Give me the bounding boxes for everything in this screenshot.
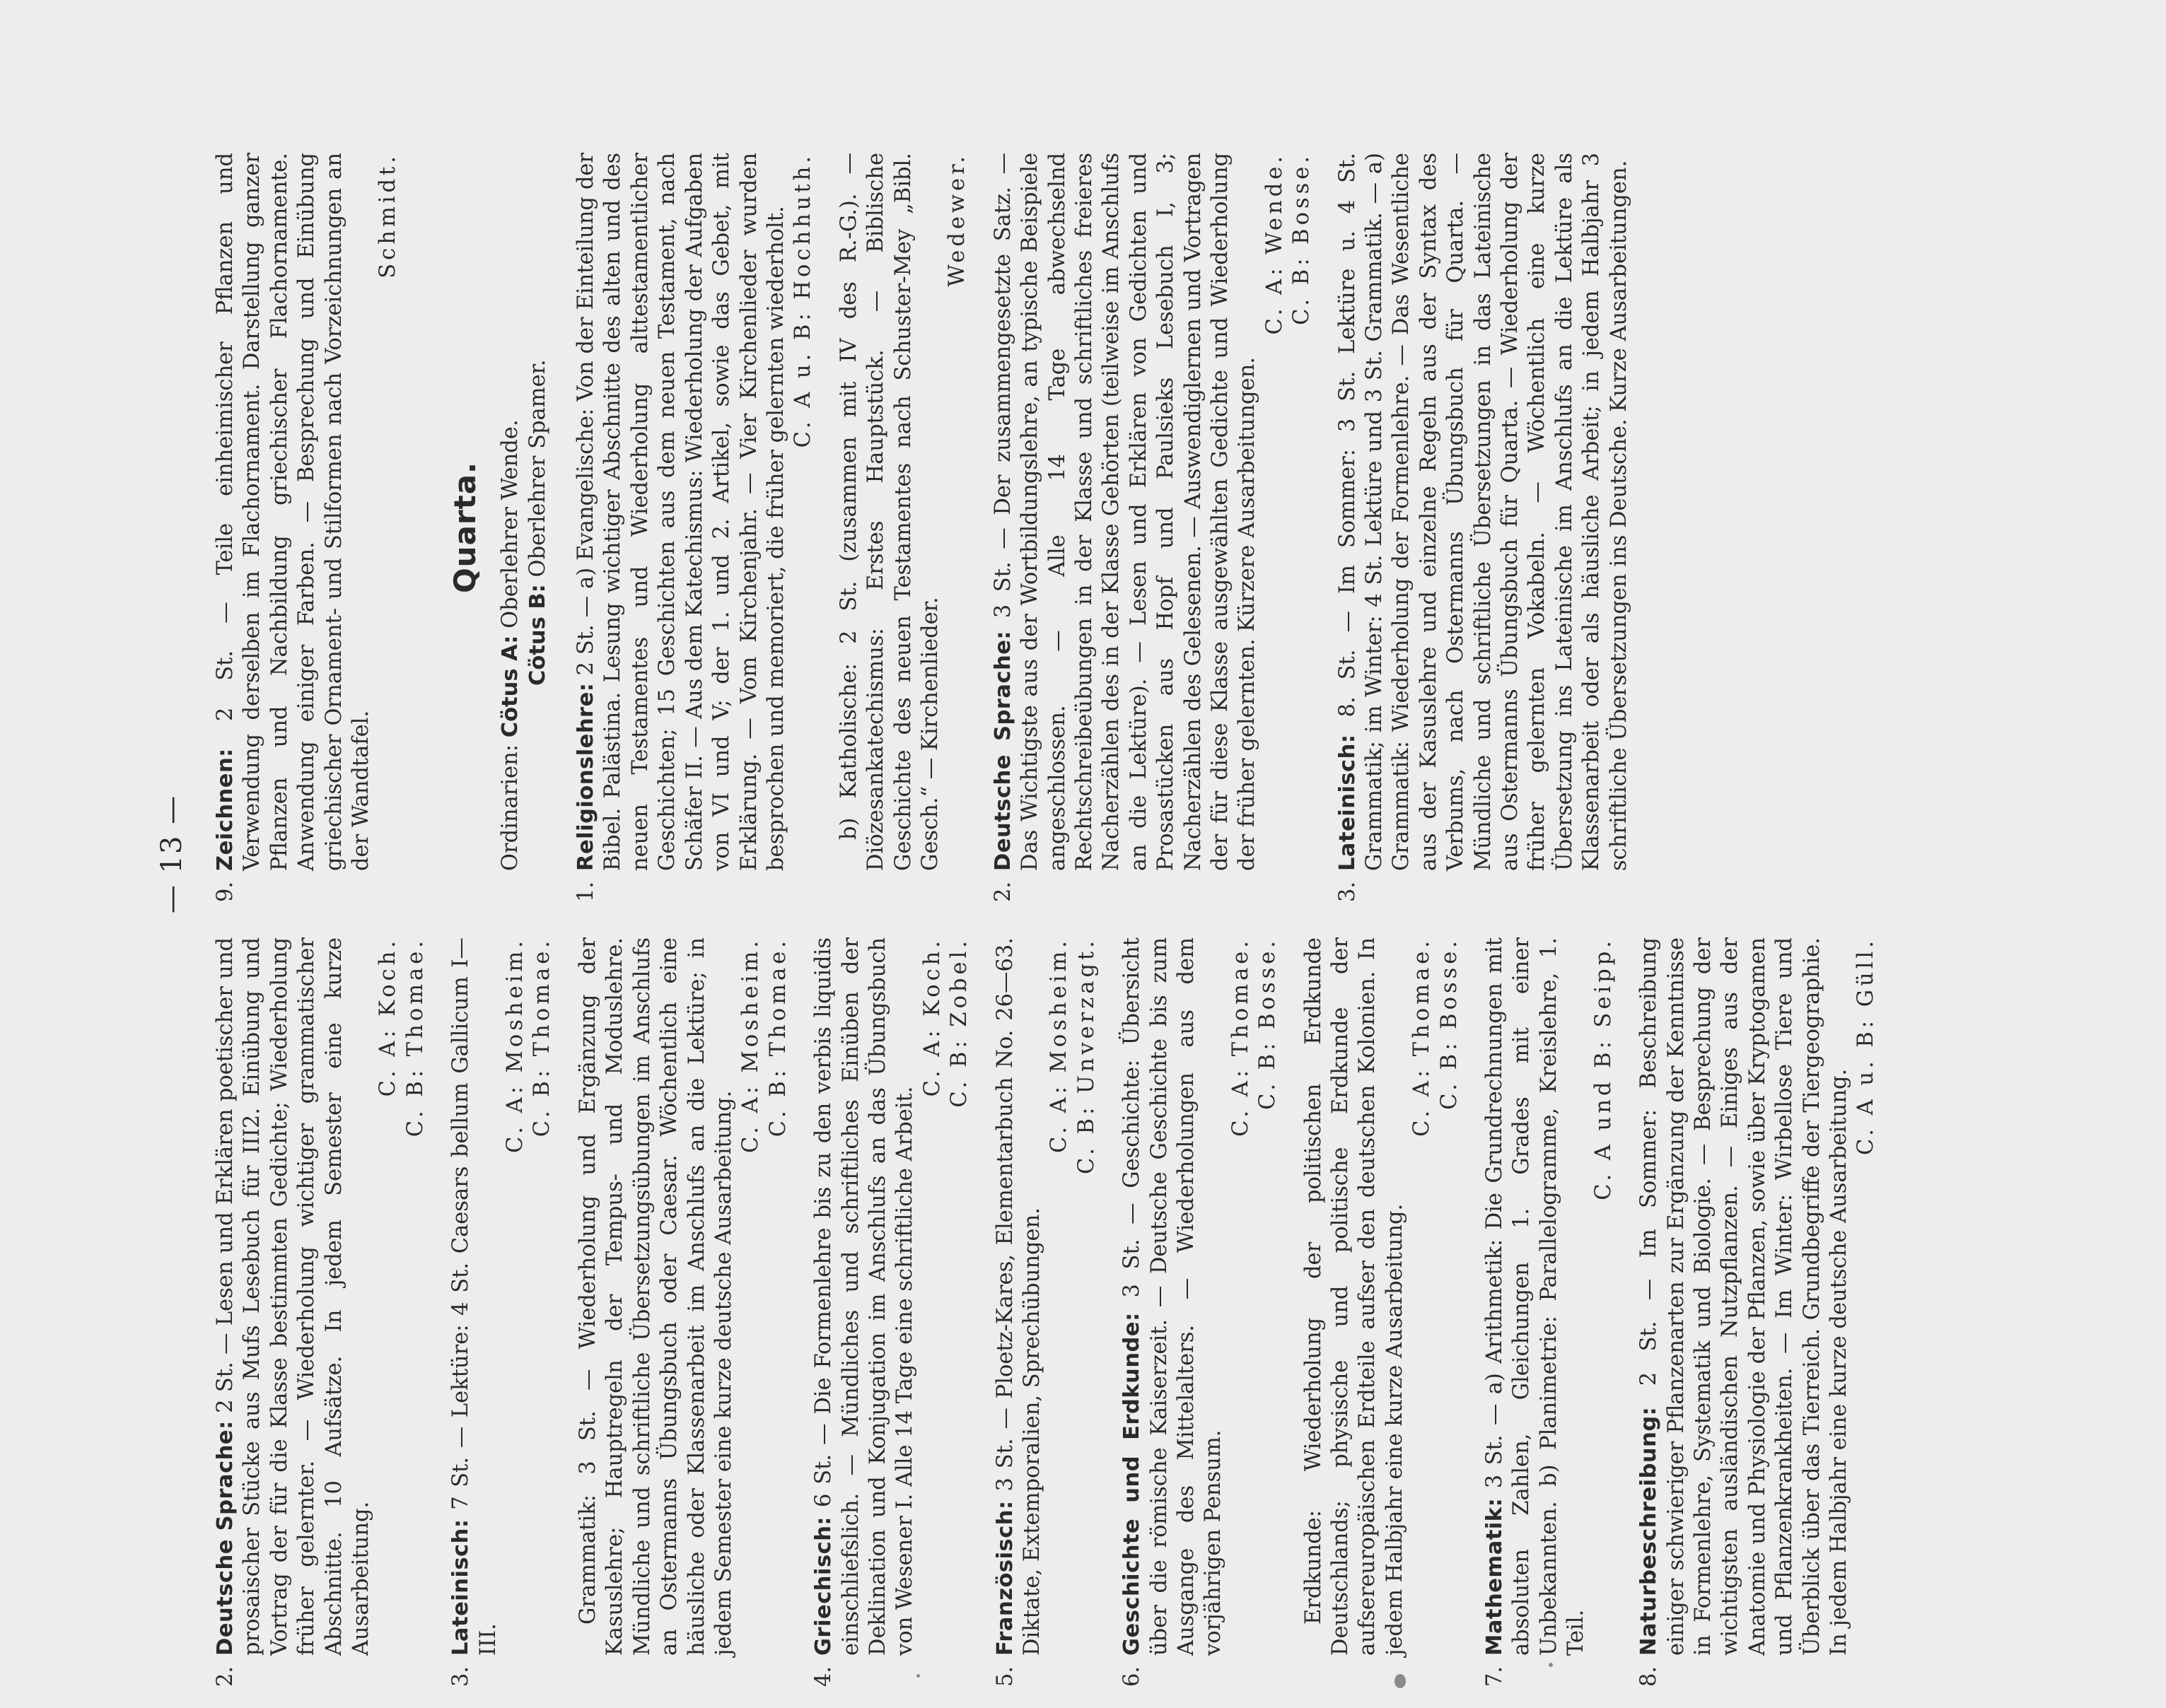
subject-heading: Französisch: bbox=[992, 1500, 1018, 1656]
teacher-signature: C. A: Thomae. C. B: Bosse. bbox=[1409, 937, 1462, 1137]
subject-heading: Geschichte und Erdkunde: bbox=[1119, 1312, 1145, 1656]
teacher-signature: C. A: Mosheim. C. B: Thomae. bbox=[738, 937, 791, 1153]
subject-text: 6 St. — Die Formenlehre bis zu den verbis liquidis einschliefslich. — Mündliches und schriftliches Einüben der Deklination und Konjugation im Anschlufs an das Übungsbuch von Wesener I. Alle 14 Tage eine schriftliche Arbeit. bbox=[811, 937, 918, 1656]
subject-heading: Lateinisch: bbox=[1334, 734, 1360, 871]
subject-latein-grammatik bbox=[575, 937, 792, 1687]
subject-heading: Mathematik: bbox=[1482, 1497, 1508, 1656]
subject-text: 7 St. — Lektüre: 4 St. Caesars bellum Gallicum I—III. bbox=[448, 937, 501, 1656]
subject-text: 2 St. — Teile einheimischer Pflanzen und Verwendung derselben im Flachornament. Darstellung ganzer Pflanzen und Nachbildung griechischer Flachornamente. Anwendung einiger Farben. — Besprechung und Einübung griechischer Ornament- und Stilformen nach Vorzeichnungen an der Wandtafel. bbox=[213, 153, 374, 871]
subject-geschichte: 6.Geschichte und Erdkunde: 3 St. — Geschichte: Übersicht über die römische Kaiserzeit. — Deutsche Geschichte bis zum Ausgange des Mittelalters. — Wiederholungen aus dem vorjährigen Pensum. C. A: Thomae. C. B: Bosse. bbox=[1119, 937, 1281, 1687]
teacher-signature: Wedewer. bbox=[945, 153, 970, 287]
subject-deutsch: 2.Deutsche Sprache: 2 St. — Lesen und Erklären poetischer und prosaischer Stücke aus Mufs Lesebuch für III2. Einübung und Vortrag der für die Klasse bestimmten Gedichte; Wiederholung früher gelernter. — Wiederholung wichtiger grammatischer Abschnitte. 10 Aufsätze. In jedem Semester eine kurze Ausarbeitung. C. A: Koch. C. B: Thomae. bbox=[212, 937, 429, 1687]
page-number: — 13 — bbox=[156, 794, 188, 914]
subject-text: 2 St. — Lesen und Erklären poetischer und prosaischer Stücke aus Mufs Lesebuch für III2. Einübung und Vortrag der für die Klasse bestimmten Gedichte; Wiederholung früher gelernter. — Wiederholung wichtiger grammatischer Abschnitte. 10 Aufsätze. In jedem Semester eine kurze Ausarbeitung. bbox=[213, 937, 374, 1656]
subject-zeichnen: 9.Zeichnen: 2 St. — Teile einheimischer Pflanzen und Verwendung derselben im Flachornament. Darstellung ganzer Pflanzen und Nachbildung griechischer Flachornamente. Anwendung einiger Farben. — Besprechung und Einübung griechischer Ornament- und Stilformen nach Vorzeichnungen an der Wandtafel. Schmidt. bbox=[212, 153, 402, 902]
teacher-signature: C. A: Mosheim. C. B: Unverzagt. bbox=[1047, 937, 1099, 1174]
subject-text: Erdkunde: Wiederholung der politischen Erdkunde Deutschlands; physische und politische Erdkunde der aufsereuropäischen Erdteile aufser den deutschen Kolonien. In jedem Halbjahr eine kurze Ausarbeitung. bbox=[1300, 937, 1407, 1656]
teacher-signature: C. A: Thomae. C. B: Bosse. bbox=[1228, 937, 1281, 1137]
ordinarien: Ordinarien: Cötus A: Oberlehrer Wende. Cötus B: Oberlehrer Spamer. bbox=[498, 359, 550, 871]
subject-griechisch: 4.Griechisch: 6 St. — Die Formenlehre bis zu den verbis liquidis einschliefslich. — Mündliches und schriftliches Einüben der Deklination und Konjugation im Anschlufs an das Übungsbuch von Wesener I. Alle 14 Tage eine schriftliche Arbeit. C. A: Koch. C. B: Zobel. bbox=[810, 937, 973, 1687]
subject-erdkunde bbox=[1300, 937, 1463, 1687]
left-column bbox=[212, 937, 1899, 1687]
subject-heading: Griechisch: bbox=[811, 1516, 837, 1656]
subject-religion-katholisch bbox=[836, 153, 972, 902]
subject-religion: 1.Religionslehre: 2 St. — a) Evangelische: Von der Einteilung der Bibel. Palästina. Lesung wichtiger Abschnitte des alten und des neuen Testamentes und Wiederholung alttestamentlicher Geschichten; 15 Geschichten aus dem neuen Testament, nach Schäfer II. — Aus dem Katechismus: Wiederholung der Aufgaben von VI und V; der 1. und 2. Artikel, sowie das Gebet, mit Erklärung. — Vom Kirchenjahr. — Vier Kirchenlieder wurden besprochen und memoriert, die früher gelernten wiederholt. C. A u. B: Hochhuth. bbox=[573, 153, 817, 902]
subject-heading: Lateinisch: bbox=[448, 1519, 474, 1656]
subject-heading: Zeichnen: bbox=[213, 748, 238, 871]
teacher-signature: C. A u. B: Güll. bbox=[1853, 937, 1879, 1155]
teacher-signature: C. A u. B: Hochhuth. bbox=[791, 153, 816, 448]
subject-latein-quarta: 3.Lateinisch: 8. St. — Im Sommer: 3 St. Lektüre u. 4 St. Grammatik; im Winter: 4 St. Lektüre und 3 St. Grammatik. — a) Grammatik: Wiederholung der Formenlehre. — Das Wesentliche aus der Kasuslehre und einzelne Regeln aus der Syntax des Verbums, nach Ostermanns Übungsbuch für Quarta. — Mündliche und schriftliche Übersetzungen in das Lateinische aus Ostermanns Übungsbuch für Quarta. — Wiederholung der früher gelernten Vokabeln. — Wöchentlich eine kurze Übersetzung ins Lateinische im Anschlufs an die Lektüre als Klassenarbeit oder als häusliche Arbeit; in jedem Halbjahr 3 schriftliche Übersetzungen ins Deutsche. Kurze Ausarbeitungen. bbox=[1334, 152, 1631, 902]
right-column bbox=[212, 153, 1651, 902]
subject-text: 3 St. — Der zusammengesetzte Satz. — Das Wichtigste aus der Wortbildungslehre, an typische Beispiele angeschlossen. — Alle 14 Tage abwechselnd Rechtschreibeübungen in der Klasse und schriftliches freieres Nacherzählen des in der Klasse Gehörten (teilweise im Anschlufs an die Lektüre). — Lesen und Erklären von Gedichten und Prosastücken aus Hopf und Paulsieks Lesebuch I, 3; Nacherzählen des Gelesenen. — Auswendiglernen und Vortragen der für diese Klasse ausgewählten Gedichte und Wiederholung der früher gelernten. Kürzere Ausarbeitungen. bbox=[990, 153, 1260, 871]
subject-text: 2 St. — Im Sommer: Beschreibung einiger schwieriger Pflanzenarten zur Ergänzung der Kenntnisse in Formenlehre, Systematik und Biologie. — Besprechung der wichtigsten ausländischen Nutzpflanzen. — Einiges aus der Anatomie und Physiologie der Pflanzen, sowie über Kryptogamen und Pflanzenkrankheiten. — Im Winter: Wirbellose Tiere und Überblick über das Tierreich. Grundbegriffe der Tiergeographie. In jedem Halbjahr eine kurze deutsche Ausarbeitung. bbox=[1636, 937, 1851, 1656]
teacher-signature: C. A: Wende. C. B: Bosse. bbox=[1262, 153, 1315, 335]
subject-latein: 3.Lateinisch: 7 St. — Lektüre: 4 St. Caesars bellum Gallicum I—III. C. A: Mosheim. C. B: Thomae. bbox=[448, 937, 557, 1687]
subject-heading: Deutsche Sprache: bbox=[213, 1420, 238, 1656]
teacher-signature: Schmidt. bbox=[375, 153, 401, 279]
subject-text: 3 St. — Ploetz-Kares, Elementarbuch No. 26—63. Diktate, Extemporalien, Sprechübungen. bbox=[992, 937, 1044, 1656]
subject-franzoesisch: 5.Französisch: 3 St. — Ploetz-Kares, Elementarbuch No. 26—63. Diktate, Extemporalien, Sprechübungen. C. A: Mosheim. C. B: Unverzagt. bbox=[992, 937, 1101, 1687]
subject-text: 3 St. — a) Arithmetik: Die Grundrechnungen mit absoluten Zahlen, Gleichungen 1. Grades mit einer Unbekannten. b) Planimetrie: Parallelogramme, Kreislehre, 1. Teil. bbox=[1482, 937, 1589, 1656]
subject-text: b) Katholische: 2 St. (zusammen mit IV des R.-G.). — Diözesankatechismus: Erstes Hauptstück. — Biblische Geschichte des neuen Testamentes nach Schuster-Mey „Bibl. Gesch.“ — Kirchenlieder. bbox=[836, 153, 943, 871]
teacher-signature: C. A: Koch. C. B: Zobel. bbox=[919, 937, 972, 1108]
subject-text: Grammatik: 3 St. — Wiederholung und Ergänzung der Kasuslehre; Hauptregeln der Tempus- und Moduslehre. Mündliche und schriftliche Übersetzungsübungen im Anschlufs an Ostermanns Übungsbuch oder Caesar. Wöchentlich eine häusliche oder Klassenarbeit im Anschlufs an die Lektüre; in jedem Semester eine kurze deutsche Ausarbeitung. bbox=[575, 937, 736, 1656]
subject-text: 8. St. — Im Sommer: 3 St. Lektüre u. 4 St. Grammatik; im Winter: 4 St. Lektüre und 3 St. Grammatik. — a) Grammatik: Wiederholung der Formenlehre. — Das Wesentliche aus der Kasuslehre und einzelne Regeln aus der Syntax des Verbums, nach Ostermanns Übungsbuch für Quarta. — Mündliche und schriftliche Übersetzungen in das Lateinische aus Ostermanns Übungsbuch für Quarta. — Wiederholung der früher gelernten Vokabeln. — Wöchentlich eine kurze Übersetzung ins Lateinische im Anschlufs an die Lektüre als Klassenarbeit oder als häusliche Arbeit; in jedem Halbjahr 3 schriftliche Übersetzungen ins Deutsche. Kurze Ausarbeitungen. bbox=[1334, 152, 1631, 871]
subject-heading: Naturbeschreibung: bbox=[1636, 1406, 1662, 1656]
subject-text: 3 St. — Geschichte: Übersicht über die römische Kaiserzeit. — Deutsche Geschichte bis zum Ausgange des Mittelalters. — Wiederholungen aus dem vorjährigen Pensum. bbox=[1119, 937, 1226, 1656]
teacher-signature: C. A: Mosheim. C. B: Thomae. bbox=[503, 937, 555, 1153]
subject-heading: Deutsche Sprache: bbox=[990, 630, 1015, 871]
subject-text: 2 St. — a) Evangelische: Von der Einteilung der Bibel. Palästina. Lesung wichtiger Abschnitte des alten und des neuen Testamentes und Wiederholung alttestamentlicher Geschichten; 15 Geschichten aus dem neuen Testament, nach Schäfer II. — Aus dem Katechismus: Wiederholung der Aufgaben von VI und V; der 1. und 2. Artikel, sowie das Gebet, mit Erklärung. — Vom Kirchenjahr. — Vier Kirchenlieder wurden besprochen und memoriert, die früher gelernten wiederholt. bbox=[573, 153, 788, 871]
subject-deutsch-quarta: 2.Deutsche Sprache: 3 St. — Der zusammengesetzte Satz. — Das Wichtigste aus der Wortbildungslehre, an typische Beispiele angeschlossen. — Alle 14 Tage abwechselnd Rechtschreibeübungen in der Klasse und schriftliches freieres Nacherzählen des in der Klasse Gehörten (teilweise im Anschlufs an die Lektüre). — Lesen und Erklären von Gedichten und Prosastücken aus Hopf und Paulsieks Lesebuch I, 3; Nacherzählen des Gelesenen. — Auswendiglernen und Vortragen der für diese Klasse ausgewählten Gedichte und Wiederholung der früher gelernten. Kürzere Ausarbeitungen. C. A: Wende. C. B: Bosse. bbox=[990, 153, 1316, 902]
subject-mathematik: 7.Mathematik: 3 St. — a) Arithmetik: Die Grundrechnungen mit absoluten Zahlen, Gleichungen 1. Grades mit einer Unbekannten. b) Planimetrie: Parallelogramme, Kreislehre, 1. Teil. C. A und B: Seipp. bbox=[1481, 937, 1617, 1687]
subject-heading: Religionslehre: bbox=[573, 682, 599, 871]
subject-naturbeschreibung: 8.Naturbeschreibung: 2 St. — Im Sommer: Beschreibung einiger schwieriger Pflanzenarten zur Ergänzung der Kenntnisse in Formenlehre, Systematik und Biologie. — Besprechung der wichtigsten ausländischen Nutzpflanzen. — Einiges aus der Anatomie und Physiologie der Pflanzen, sowie über Kryptogamen und Pflanzenkrankheiten. — Im Winter: Wirbellose Tiere und Überblick über das Tierreich. Grundbegriffe der Tiergeographie. In jedem Halbjahr eine kurze deutsche Ausarbeitung. C. A u. B: Güll. bbox=[1636, 937, 1880, 1687]
teacher-signature: C. A und B: Seipp. bbox=[1590, 937, 1616, 1200]
section-title: Quarta. bbox=[447, 461, 482, 594]
teacher-signature: C. A: Koch. C. B: Thomae. bbox=[375, 937, 428, 1137]
